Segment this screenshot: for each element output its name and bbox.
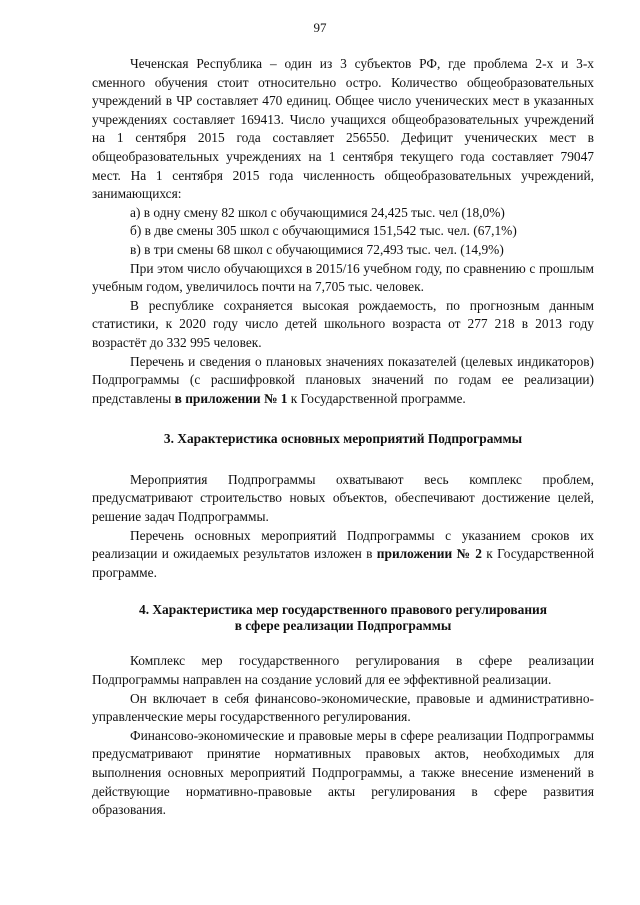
- paragraph-indicators: [92, 353, 594, 409]
- page-number: 97: [313, 20, 327, 35]
- section-3-heading: 3. Характеристика основных мероприятий Подпрограммы: [163, 431, 523, 447]
- section-4-heading-line: в сфере реализации Подпрограммы: [234, 618, 452, 634]
- text-span: Перечень основных мероприятий Подпрограммы с указанием сроков их реализации и ожидаемых результатов изложен в: [92, 527, 594, 562]
- list-item: б) в две смены 305 школ с обучающимися 151,542 тыс. чел. (67,1%): [130, 223, 517, 239]
- paragraph-birth-rate: В республике сохраняется высокая рождаемость, по прогнозным данным статистики, к 2020 году число детей школьного возраста от 277 218 в 2013 году возрастёт до 332 995 человек.: [92, 297, 594, 350]
- paragraph-measures: Мероприятия Подпрограммы охватывают весь комплекс проблем, предусматривают строительство новых объектов, обеспечивают достижение целей, решение задач Подпрограммы.: [92, 471, 594, 525]
- paragraph-student-growth: При этом число обучающихся в 2015/16 учебном году, по сравнению с прошлым учебным годом, увеличилось почти на 7,705 тыс. человек.: [92, 260, 594, 295]
- text-span: к Государственной программе.: [92, 546, 594, 580]
- page-content: [92, 55, 594, 820]
- list-item: в) в три смены 68 школ с обучающимися 72,493 тыс. чел. (14,9%): [130, 241, 504, 257]
- text-span: Перечень и сведения о плановых значениях показателей (целевых индикаторов) Подпрограммы (с расшифровкой плановых значений по годам ее реализации) представлены: [92, 353, 594, 406]
- paragraph-measures-list: [92, 527, 594, 583]
- paragraph-regulation: Комплекс мер государственного регулирования в сфере реализации Подпрограммы направлен на создание условий для ее эффективной реализации.: [92, 653, 594, 688]
- section-4-heading-line: 4. Характеристика мер государственного правового регулирования: [139, 602, 547, 618]
- appendix-reference: приложении № 2: [376, 546, 482, 562]
- paragraph-regulation-acts: Финансово-экономические и правовые меры в сфере реализации Подпрограммы предусматривают принятие нормативных правовых актов, необходимых для выполнения основных мероприятий Подпрограммы, а также внесение изменений в действующие нормативно-правовые акты регулирования в сфере развития образования.: [92, 727, 594, 818]
- paragraph-regulation-types: Он включает в себя финансово-экономические, правовые и административно-управленческие меры государственного регулирования.: [92, 690, 594, 725]
- paragraph-intro: Чеченская Республика – один из 3 субъектов РФ, где проблема 2-х и 3-х сменного обучения стоит относительно остро. Количество общеобразовательных учреждений в ЧР составляет 470 единиц. Общее число ученических мест в указанных учреждениях составляет 169413. Число учащихся общеобразовательных учреждений на 1 сентября 2015 года составляет 256550. Дефицит ученических мест в общеобразовательных учреждениях на 1 сентября текущего года составляет 79047 мест. На 1 сентября 2015 года численность общеобразовательных учреждений, занимающихся:: [92, 56, 594, 202]
- text-span: к Государственной программе.: [287, 390, 466, 406]
- appendix-reference: в приложении № 1: [174, 390, 288, 406]
- section-4-heading: [92, 602, 594, 634]
- list-item: а) в одну смену 82 школ с обучающимися 24,425 тыс. чел (18,0%): [130, 204, 505, 220]
